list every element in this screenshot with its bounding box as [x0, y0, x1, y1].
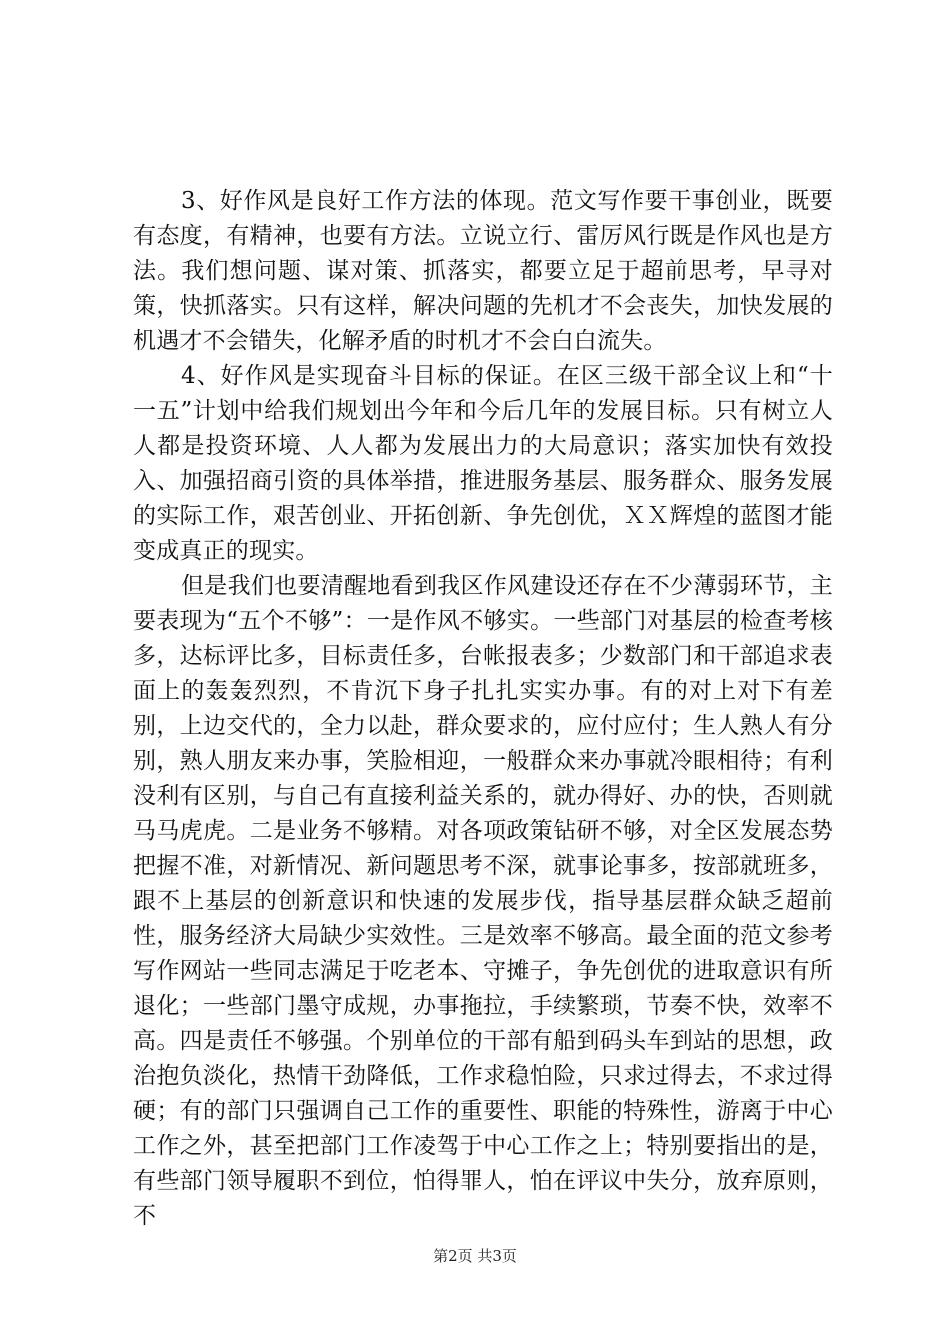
paragraph-goal-guarantee: 4、好作风是实现奋斗目标的保证。在区三级干部全议上和“十一五”计划中给我们规划出今年和今后几年的发展目标。只有树立人人都是投资环境、人人都为发展出力的大局意识；落实加快有效投入、加强招商引资的具体举措，推进服务基层、服务群众、服务发展的实际工作，艰苦创业、开拓创新、争先创优，ＸＸ辉煌的蓝图才能变成真正的现实。: [133, 363, 833, 564]
document-body: [133, 184, 833, 1234]
paragraph-weak-links: 但是我们也要清醒地看到我区作风建设还存在不少薄弱环节，主要表现为“五个不够”：一是作风不够实。一些部门对基层的检查考核多，达标评比多，目标责任多，台帐报表多；少数部门和干部追求表面上的轰轰烈烈，不肯沉下身子扎扎实实办事。有的对上对下有差别，上边交代的，全力以赴，群众要求的，应付应付；生人熟人有分别，熟人朋友来办事，笑脸相迎，一般群众来办事就冷眼相待；有利没利有区别，与自己有直接利益关系的，就办得好、办的快，否则就马马虎虎。二是业务不够精。对各项政策钻研不够，对全区发展态势把握不准，对新情况、新问题思考不深，就事论事多，按部就班多，跟不上基层的创新意识和快速的发展步伐，指导基层群众缺乏超前性，服务经济大局缺少实效性。三是效率不够高。最全面的范文参考写作网站一些同志满足于吃老本、守摊子，争先创优的进取意识有所退化；一些部门墨守成规，办事拖拉，手续繁琐，节奏不快，效率不高。四是责任不够强。个别单位的干部有船到码头车到站的思想，政治抱负淡化，热情干劲降低，工作求稳怕险，只求过得去，不求过得硬；有的部门只强调自己工作的重要性、职能的特殊性，游离于中心工作之外，甚至把部门工作凌驾于中心工作之上；特别要指出的是，有些部门领导履职不到位，怕得罪人，怕在评议中失分，放弃原则，不: [133, 573, 833, 1229]
paragraph-work-method: 3、好作风是良好工作方法的体现。范文写作要干事创业，既要有态度，有精神，也要有方法。立说立行、雷厉风行既是作风也是方法。我们想问题、谋对策、抓落实，都要立足于超前思考，早寻对策，快抓落实。只有这样，解决问题的先机才不会丧失，加快发展的机遇才不会错失，化解矛盾的时机才不会白白流失。: [133, 188, 833, 354]
page-number-footer: 第2页 共3页: [433, 1247, 517, 1265]
